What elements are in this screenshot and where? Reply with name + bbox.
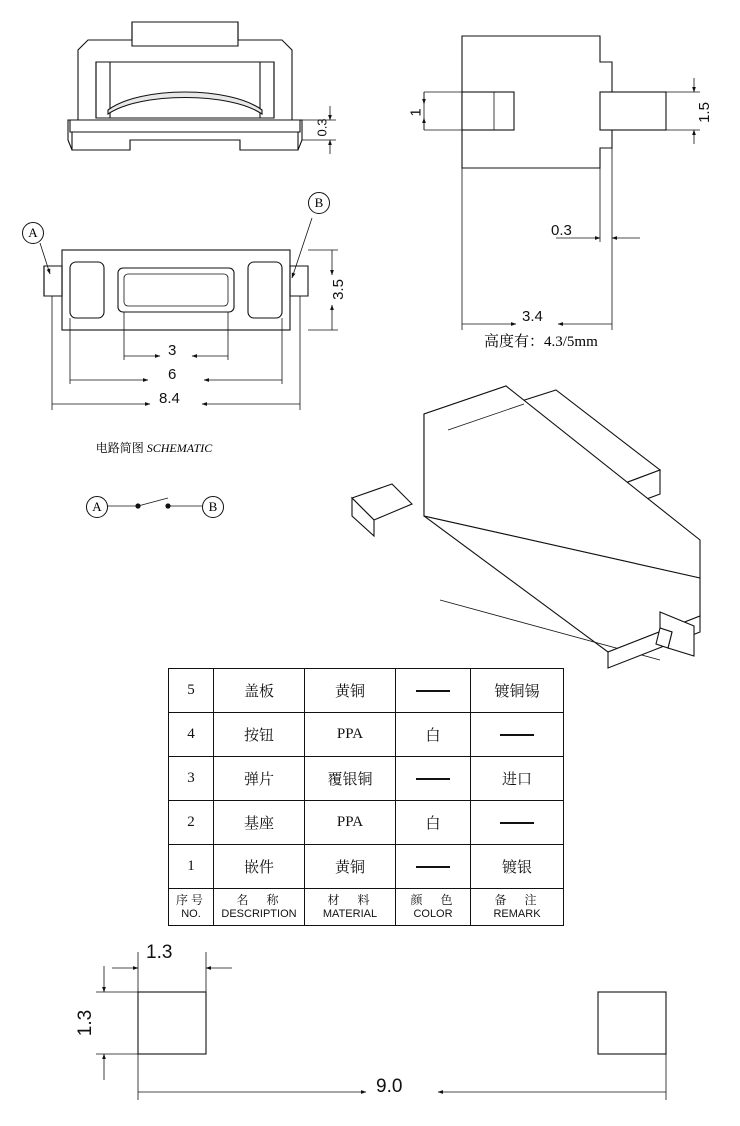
table-row	[169, 669, 564, 713]
schematic-title-cn: 电路简图	[95, 441, 144, 455]
bom-description: 弹片	[214, 757, 305, 801]
bom-header-no-cn: 序号	[175, 892, 206, 907]
schematic-title	[92, 440, 216, 456]
bom-no: 2	[169, 801, 214, 845]
bom-body	[169, 669, 564, 926]
bom-material: 覆银铜	[305, 757, 396, 801]
bom-no: 3	[169, 757, 214, 801]
bom-header-description	[214, 889, 305, 926]
bom-remark: 镀银	[471, 845, 564, 889]
bom-color	[396, 669, 471, 713]
bom-no: 5	[169, 669, 214, 713]
dash-mark	[416, 866, 450, 868]
dim-front-1: 1	[407, 108, 425, 117]
bom-material: 黄铜	[305, 669, 396, 713]
table-row	[169, 845, 564, 889]
bom-no: 1	[169, 845, 214, 889]
bom-remark: 镀铜锡	[471, 669, 564, 713]
bom-table	[168, 668, 564, 926]
bom-remark: 进口	[471, 757, 564, 801]
dim-pad-width: 1.3	[146, 942, 173, 963]
bom-header-material	[305, 889, 396, 926]
bom-remark	[471, 713, 564, 757]
dim-front-1-5: 1.5	[695, 102, 713, 123]
bom-header-remark-cn: 备 注	[494, 892, 540, 907]
dim-pad-pitch: 9.0	[376, 1076, 403, 1097]
dash-mark	[416, 778, 450, 780]
schematic-terminal-b: B	[202, 496, 224, 518]
top-view	[40, 218, 338, 410]
table-row	[169, 713, 564, 757]
dim-top-3-5: 3.5	[329, 279, 347, 300]
dash-mark	[500, 822, 534, 824]
dim-side-0-3: 0.3	[314, 118, 330, 137]
bom-header-remark-en: REMARK	[493, 907, 541, 920]
schematic-terminal-a: A	[86, 496, 108, 518]
dim-pad-height: 1.3	[75, 1009, 97, 1037]
table-row	[169, 801, 564, 845]
bom-header-color-en: COLOR	[413, 907, 453, 920]
side-sectional-view	[68, 22, 336, 154]
front-view	[424, 36, 700, 330]
dim-top-6: 6	[168, 366, 177, 383]
bom-remark	[471, 801, 564, 845]
bom-material: PPA	[305, 801, 396, 845]
dim-top-3: 3	[168, 342, 177, 359]
bom-header-row	[169, 889, 564, 926]
callout-a-top-view: A	[22, 222, 44, 244]
bom-header-description-cn: 名 称	[236, 892, 282, 907]
bom-color: 白	[396, 801, 471, 845]
bom-header-color-cn: 颜 色	[410, 892, 456, 907]
bom-color	[396, 757, 471, 801]
schematic-symbol	[106, 498, 202, 509]
isometric-view	[352, 386, 700, 668]
bom-color: 白	[396, 713, 471, 757]
dim-front-3-4: 3.4	[522, 308, 543, 325]
bom-description: 盖板	[214, 669, 305, 713]
bom-header-description-en: DESCRIPTION	[221, 907, 297, 920]
bom-material: PPA	[305, 713, 396, 757]
bom-no: 4	[169, 713, 214, 757]
dim-front-0-3: 0.3	[551, 222, 572, 239]
bom-header-remark	[471, 889, 564, 926]
bom-header-no-en: NO.	[181, 907, 201, 920]
bom-header-color	[396, 889, 471, 926]
schematic-title-en: SCHEMATIC	[146, 441, 213, 455]
dash-mark	[500, 734, 534, 736]
bom-header-material-cn: 材 料	[327, 892, 373, 907]
bom-description: 嵌件	[214, 845, 305, 889]
bom-description: 基座	[214, 801, 305, 845]
bom-header-no	[169, 889, 214, 926]
callout-b-top-view: B	[308, 192, 330, 214]
bom-description: 按钮	[214, 713, 305, 757]
dim-top-8-4: 8.4	[159, 390, 180, 407]
bom-color	[396, 845, 471, 889]
height-note: 高度有：4.3/5mm	[484, 334, 598, 350]
bom-material: 黄铜	[305, 845, 396, 889]
table-row	[169, 757, 564, 801]
bom-header-material-en: MATERIAL	[322, 907, 378, 920]
dash-mark	[416, 690, 450, 692]
